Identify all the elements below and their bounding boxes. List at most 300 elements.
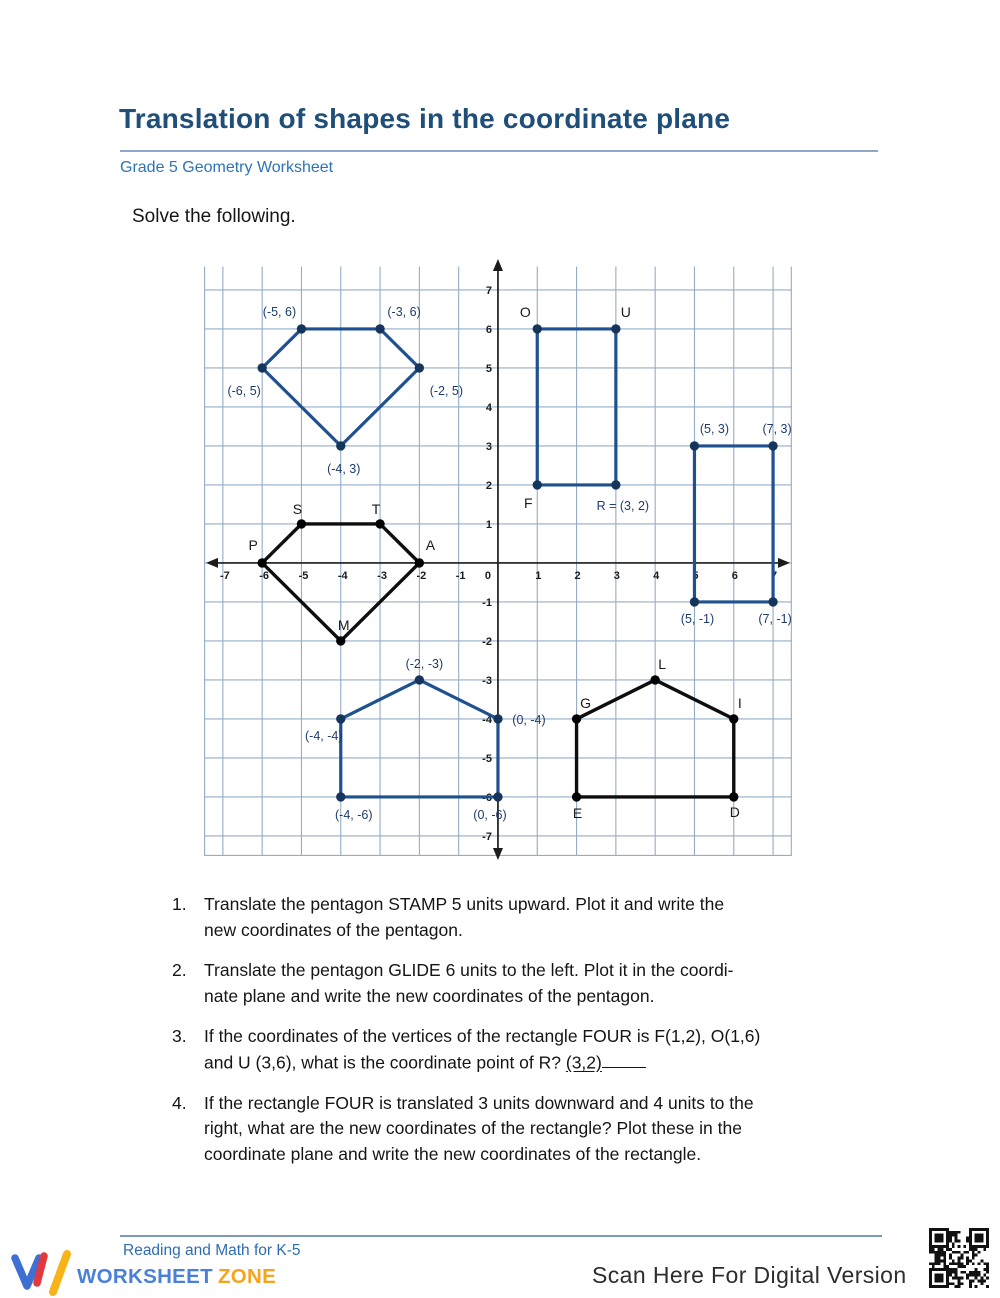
qr-module [972, 1254, 975, 1257]
qr-module [940, 1268, 943, 1271]
qr-module [969, 1242, 972, 1245]
qr-module [969, 1271, 972, 1274]
qr-module [980, 1277, 983, 1280]
qr-module [929, 1231, 932, 1234]
qr-module [960, 1282, 963, 1285]
qr-module [929, 1234, 932, 1237]
qr-module [986, 1277, 989, 1280]
qr-module [943, 1265, 946, 1268]
qr-module [943, 1254, 946, 1257]
qr-module [972, 1262, 975, 1265]
coordinate-label: (-4, 3) [327, 461, 361, 476]
qr-module [929, 1271, 932, 1274]
qr-module [986, 1239, 989, 1242]
question-number: 3. [172, 1026, 187, 1046]
qr-module [946, 1234, 949, 1237]
question-line: right, what are the new coordinates of the rectangle? Plot these in the [204, 1118, 742, 1138]
y-axis-up-arrow [493, 259, 503, 271]
qr-module [929, 1237, 932, 1240]
vertex-dot [768, 597, 777, 606]
qr-module [935, 1257, 938, 1260]
qr-module [929, 1228, 932, 1231]
y-tick-label: 4 [485, 401, 492, 414]
qr-module [986, 1271, 989, 1274]
qr-module [969, 1282, 972, 1285]
vertex-letter-label: F [523, 494, 533, 511]
qr-module [949, 1262, 952, 1265]
qr-module [975, 1237, 978, 1240]
qr-module [975, 1228, 978, 1231]
vertex-letter-label: I [737, 694, 742, 711]
question-line: coordinate plane and write the new coordinates of the rectangle. [204, 1143, 702, 1164]
qr-module [940, 1259, 943, 1262]
qr-module [952, 1242, 955, 1245]
qr-module [949, 1248, 952, 1251]
qr-module [958, 1277, 961, 1280]
qr-module [940, 1228, 943, 1231]
qr-module [946, 1242, 949, 1245]
qr-module [978, 1245, 981, 1248]
answer-text: (3,2) [565, 1052, 602, 1072]
y-tick-label: -2 [482, 635, 492, 648]
qr-module [943, 1262, 946, 1265]
qr-module [938, 1237, 941, 1240]
x-tick-label: -1 [455, 569, 466, 582]
brand-name-second: ZONE [217, 1265, 277, 1288]
qr-module [952, 1277, 955, 1280]
qr-module [980, 1259, 983, 1262]
question-list [172, 892, 840, 1182]
qr-module [980, 1239, 983, 1242]
qr-module [935, 1239, 938, 1242]
scan-here-text: Scan Here For Digital Version [592, 1262, 907, 1288]
qr-module [975, 1245, 978, 1248]
qr-module [949, 1234, 952, 1237]
qr-module [966, 1262, 969, 1265]
y-tick-label: 5 [485, 362, 492, 375]
qr-module [949, 1254, 952, 1257]
qr-module [986, 1262, 989, 1265]
brand-name-first: WORKSHEET [77, 1265, 213, 1288]
qr-module [966, 1257, 969, 1260]
qr-module [978, 1237, 981, 1240]
y-tick-label: -3 [482, 674, 492, 687]
question-text [204, 892, 840, 943]
qr-module [952, 1231, 955, 1234]
page-subtitle: Grade 5 Geometry Worksheet [120, 159, 334, 176]
qr-module [966, 1277, 969, 1280]
qr-module [943, 1251, 946, 1254]
question-number: 1. [172, 894, 187, 914]
qr-module [935, 1251, 938, 1254]
coordinate-label: (-4, -4) [305, 728, 343, 743]
qr-module [943, 1245, 946, 1248]
qr-module [955, 1251, 958, 1254]
qr-module [938, 1262, 941, 1265]
coordinate-label: (-5, 6) [262, 304, 297, 319]
vertex-dot [611, 480, 620, 489]
qr-module [929, 1285, 932, 1288]
qr-module [958, 1285, 961, 1288]
qr-module [940, 1274, 943, 1277]
vertex-dot [375, 519, 384, 528]
question-item [172, 1091, 840, 1168]
qr-module [955, 1277, 958, 1280]
question-line: nate plane and write the new coordinates of the pentagon. [204, 985, 655, 1006]
qr-module [983, 1228, 986, 1231]
qr-module [938, 1268, 941, 1271]
x-tick-label: 2 [574, 569, 581, 582]
qr-module [955, 1239, 958, 1242]
qr-module [938, 1239, 941, 1242]
vertex-dot [297, 519, 306, 528]
question-line: new coordinates of the pentagon. [204, 919, 463, 940]
x-tick-label: 5 [692, 569, 699, 582]
qr-module [935, 1279, 938, 1282]
qr-module [940, 1237, 943, 1240]
qr-module [929, 1277, 932, 1280]
qr-module [958, 1245, 961, 1248]
qr-module [946, 1277, 949, 1280]
qr-module [929, 1248, 932, 1251]
qr-module [949, 1237, 952, 1240]
coordinate-label: (5, -1) [680, 611, 715, 626]
coordinate-label: R = (3, 2) [596, 498, 650, 513]
qr-module [946, 1231, 949, 1234]
qr-module [935, 1234, 938, 1237]
qr-module [955, 1271, 958, 1274]
vertex-dot [493, 714, 502, 723]
coordinate-label: (-3, 6) [387, 304, 421, 319]
qr-module [952, 1271, 955, 1274]
qr-module [963, 1265, 966, 1268]
qr-module [935, 1237, 938, 1240]
qr-module [949, 1282, 952, 1285]
qr-module [963, 1271, 966, 1274]
qr-module [978, 1234, 981, 1237]
qr-module [969, 1279, 972, 1282]
qr-module [960, 1265, 963, 1268]
qr-module [940, 1279, 943, 1282]
page-title: Translation of shapes in the coordinate plane [119, 103, 731, 134]
qr-module [952, 1282, 955, 1285]
x-tick-label: 0 [484, 569, 492, 582]
qr-module [958, 1231, 961, 1234]
qr-module [946, 1271, 949, 1274]
qr-module [986, 1237, 989, 1240]
question-item [172, 1024, 840, 1076]
qr-module [966, 1259, 969, 1262]
qr-module [932, 1245, 935, 1248]
qr-module [938, 1251, 941, 1254]
question-line: If the rectangle FOUR is translated 3 units downward and 4 units to the [204, 1092, 754, 1113]
vertex-dot [768, 441, 777, 450]
qr-module [929, 1239, 932, 1242]
qr-module [955, 1262, 958, 1265]
qr-module [983, 1279, 986, 1282]
vertex-letter-label: L [658, 655, 667, 672]
qr-module [978, 1279, 981, 1282]
vertex-letter-label: P [248, 536, 258, 553]
qr-module [955, 1285, 958, 1288]
y-tick-label: 7 [485, 284, 492, 297]
y-tick-label: -7 [482, 830, 492, 843]
coordinate-label: (0, -4) [512, 712, 546, 727]
qr-module [975, 1268, 978, 1271]
qr-module [958, 1282, 961, 1285]
x-tick-label: 6 [731, 569, 738, 582]
qr-module [935, 1274, 938, 1277]
qr-module [975, 1271, 978, 1274]
x-tick-label: -3 [377, 569, 387, 582]
qr-module [958, 1279, 961, 1282]
vertex-dot [650, 675, 659, 684]
qr-module [940, 1234, 943, 1237]
qr-module [969, 1259, 972, 1262]
qr-module [946, 1274, 949, 1277]
qr-module [940, 1248, 943, 1251]
qr-module [986, 1245, 989, 1248]
brand-mark-yellow-stroke [53, 1254, 67, 1292]
y-tick-label: -1 [482, 596, 492, 609]
qr-module [975, 1248, 978, 1251]
coordinate-label: (-2, -3) [405, 656, 444, 671]
question-text [204, 958, 840, 1009]
qr-module [969, 1274, 972, 1277]
qr-module [980, 1279, 983, 1282]
qr-module [943, 1285, 946, 1288]
qr-module [943, 1268, 946, 1271]
vertex-dot [729, 792, 738, 801]
qr-module [975, 1285, 978, 1288]
qr-module [946, 1245, 949, 1248]
qr-module [938, 1254, 941, 1257]
qr-module [955, 1237, 958, 1240]
vertex-dot [415, 363, 424, 372]
question-item [172, 892, 840, 943]
qr-module [932, 1228, 935, 1231]
vertex-letter-label: E [572, 804, 583, 821]
question-line: If the coordinates of the vertices of the rectangle FOUR is F(1,2), O(1,6) [204, 1026, 761, 1046]
footer-tagline: Reading and Math for K-5 [123, 1242, 301, 1259]
qr-module [952, 1268, 955, 1271]
qr-module [929, 1242, 932, 1245]
title-divider [120, 150, 878, 152]
qr-module [975, 1234, 978, 1237]
vertex-dot [572, 792, 581, 801]
x-axis-left-arrow [206, 558, 218, 568]
qr-module [940, 1239, 943, 1242]
coordinate-label: (0, -6) [473, 807, 507, 822]
qr-module [932, 1285, 935, 1288]
qr-module [932, 1265, 935, 1268]
qr-module [940, 1285, 943, 1288]
y-tick-label: -5 [482, 752, 492, 765]
qr-module [958, 1262, 961, 1265]
qr-module [978, 1274, 981, 1277]
qr-module [932, 1251, 935, 1254]
qr-module [952, 1251, 955, 1254]
qr-module [946, 1265, 949, 1268]
qr-module [929, 1279, 932, 1282]
qr-module [960, 1271, 963, 1274]
qr-module [940, 1277, 943, 1280]
qr-module [978, 1251, 981, 1254]
x-tick-label: -6 [259, 569, 270, 582]
question-number: 2. [172, 960, 187, 980]
y-tick-label: 1 [485, 518, 492, 531]
vertex-dot [493, 792, 502, 801]
qr-module [960, 1262, 963, 1265]
qr-module [946, 1285, 949, 1288]
qr-module [949, 1239, 952, 1242]
x-tick-label: -7 [219, 569, 230, 582]
qr-module [938, 1234, 941, 1237]
coordinate-label: (-2, 5) [429, 383, 464, 398]
x-tick-label: 7 [771, 569, 778, 582]
qr-module [972, 1228, 975, 1231]
vertex-dot [375, 324, 384, 333]
qr-module [978, 1239, 981, 1242]
vertex-dot [572, 714, 581, 723]
qr-module [946, 1279, 949, 1282]
qr-module [969, 1285, 972, 1288]
y-tick-label: 6 [485, 323, 492, 336]
qr-module [983, 1274, 986, 1277]
qr-module [935, 1259, 938, 1262]
vertex-dot [690, 441, 699, 450]
qr-module [940, 1251, 943, 1254]
vertex-dot [533, 480, 542, 489]
qr-module [929, 1282, 932, 1285]
qr-module [980, 1228, 983, 1231]
qr-module [969, 1234, 972, 1237]
qr-module [938, 1228, 941, 1231]
x-tick-label: 1 [535, 569, 542, 582]
qr-module [946, 1248, 949, 1251]
vertex-dot [729, 714, 738, 723]
brand-logo [77, 1265, 276, 1289]
vertex-dot [611, 324, 620, 333]
qr-module [966, 1251, 969, 1254]
qr-module [958, 1239, 961, 1242]
question-number: 4. [172, 1092, 187, 1113]
qr-module [986, 1268, 989, 1271]
qr-module [980, 1237, 983, 1240]
qr-module [958, 1251, 961, 1254]
qr-module [972, 1248, 975, 1251]
question-text [204, 1091, 840, 1168]
vertex-dot [336, 714, 345, 723]
qr-module [929, 1268, 932, 1271]
qr-module [966, 1274, 969, 1277]
qr-module [946, 1282, 949, 1285]
qr-module [929, 1262, 932, 1265]
vertex-dot [690, 597, 699, 606]
qr-module [972, 1271, 975, 1274]
qr-module [932, 1248, 935, 1251]
qr-module [980, 1245, 983, 1248]
qr-module [929, 1274, 932, 1277]
qr-module [952, 1262, 955, 1265]
vertex-dot [336, 636, 345, 645]
qr-module [986, 1228, 989, 1231]
qr-module [932, 1262, 935, 1265]
qr-module [969, 1248, 972, 1251]
qr-module [943, 1257, 946, 1260]
qr-module [952, 1259, 955, 1262]
qr-module [975, 1277, 978, 1280]
qr-module [980, 1282, 983, 1285]
qr-module [958, 1265, 961, 1268]
qr-module [972, 1251, 975, 1254]
qr-module [949, 1271, 952, 1274]
qr-module [960, 1257, 963, 1260]
qr-module [972, 1257, 975, 1260]
qr-module [983, 1245, 986, 1248]
vertex-letter-label: M [337, 616, 350, 633]
qr-module [946, 1237, 949, 1240]
qr-module [940, 1245, 943, 1248]
qr-module [938, 1285, 941, 1288]
qr-module [966, 1237, 969, 1240]
x-axis-right-arrow [778, 558, 790, 568]
y-tick-label: 3 [485, 440, 492, 453]
y-axis-down-arrow [493, 848, 503, 860]
x-tick-label: 3 [613, 569, 620, 582]
qr-module [932, 1268, 935, 1271]
qr-module [938, 1277, 941, 1280]
question-line: and U (3,6), what is the coordinate point of R? (3,2) [204, 1050, 840, 1076]
vertex-dot [297, 324, 306, 333]
qr-module [943, 1228, 946, 1231]
qr-module [935, 1268, 938, 1271]
qr-module [963, 1245, 966, 1248]
qr-module [969, 1239, 972, 1242]
qr-module [938, 1279, 941, 1282]
qr-module [938, 1248, 941, 1251]
qr-module [946, 1239, 949, 1242]
y-tick-label: -4 [482, 713, 492, 726]
qr-module [935, 1254, 938, 1257]
question-line: Translate the pentagon GLIDE 6 units to the left. Plot it in the coordi- [204, 960, 734, 980]
qr-module [983, 1268, 986, 1271]
qr-module [958, 1259, 961, 1262]
qr-module [955, 1234, 958, 1237]
qr-module [966, 1239, 969, 1242]
qr-module [978, 1271, 981, 1274]
brand-mark-icon [11, 1250, 77, 1298]
qr-module [969, 1228, 972, 1231]
qr-module [975, 1254, 978, 1257]
question-text [204, 1024, 840, 1076]
qr-module [963, 1251, 966, 1254]
qr-module [943, 1259, 946, 1262]
qr-module [972, 1274, 975, 1277]
qr-module [980, 1234, 983, 1237]
coordinate-label: (5, 3) [699, 421, 730, 436]
coordinate-label: (7, -1) [758, 611, 792, 626]
question-line: Translate the pentagon STAMP 5 units upward. Plot it and write the [204, 894, 725, 914]
qr-module [978, 1228, 981, 1231]
qr-module [955, 1274, 958, 1277]
instruction-text: Solve the following. [132, 206, 296, 227]
y-tick-label: -6 [482, 791, 492, 804]
vertex-dot [257, 363, 266, 372]
qr-module [986, 1242, 989, 1245]
vertex-dot [336, 441, 345, 450]
qr-module [940, 1254, 943, 1257]
